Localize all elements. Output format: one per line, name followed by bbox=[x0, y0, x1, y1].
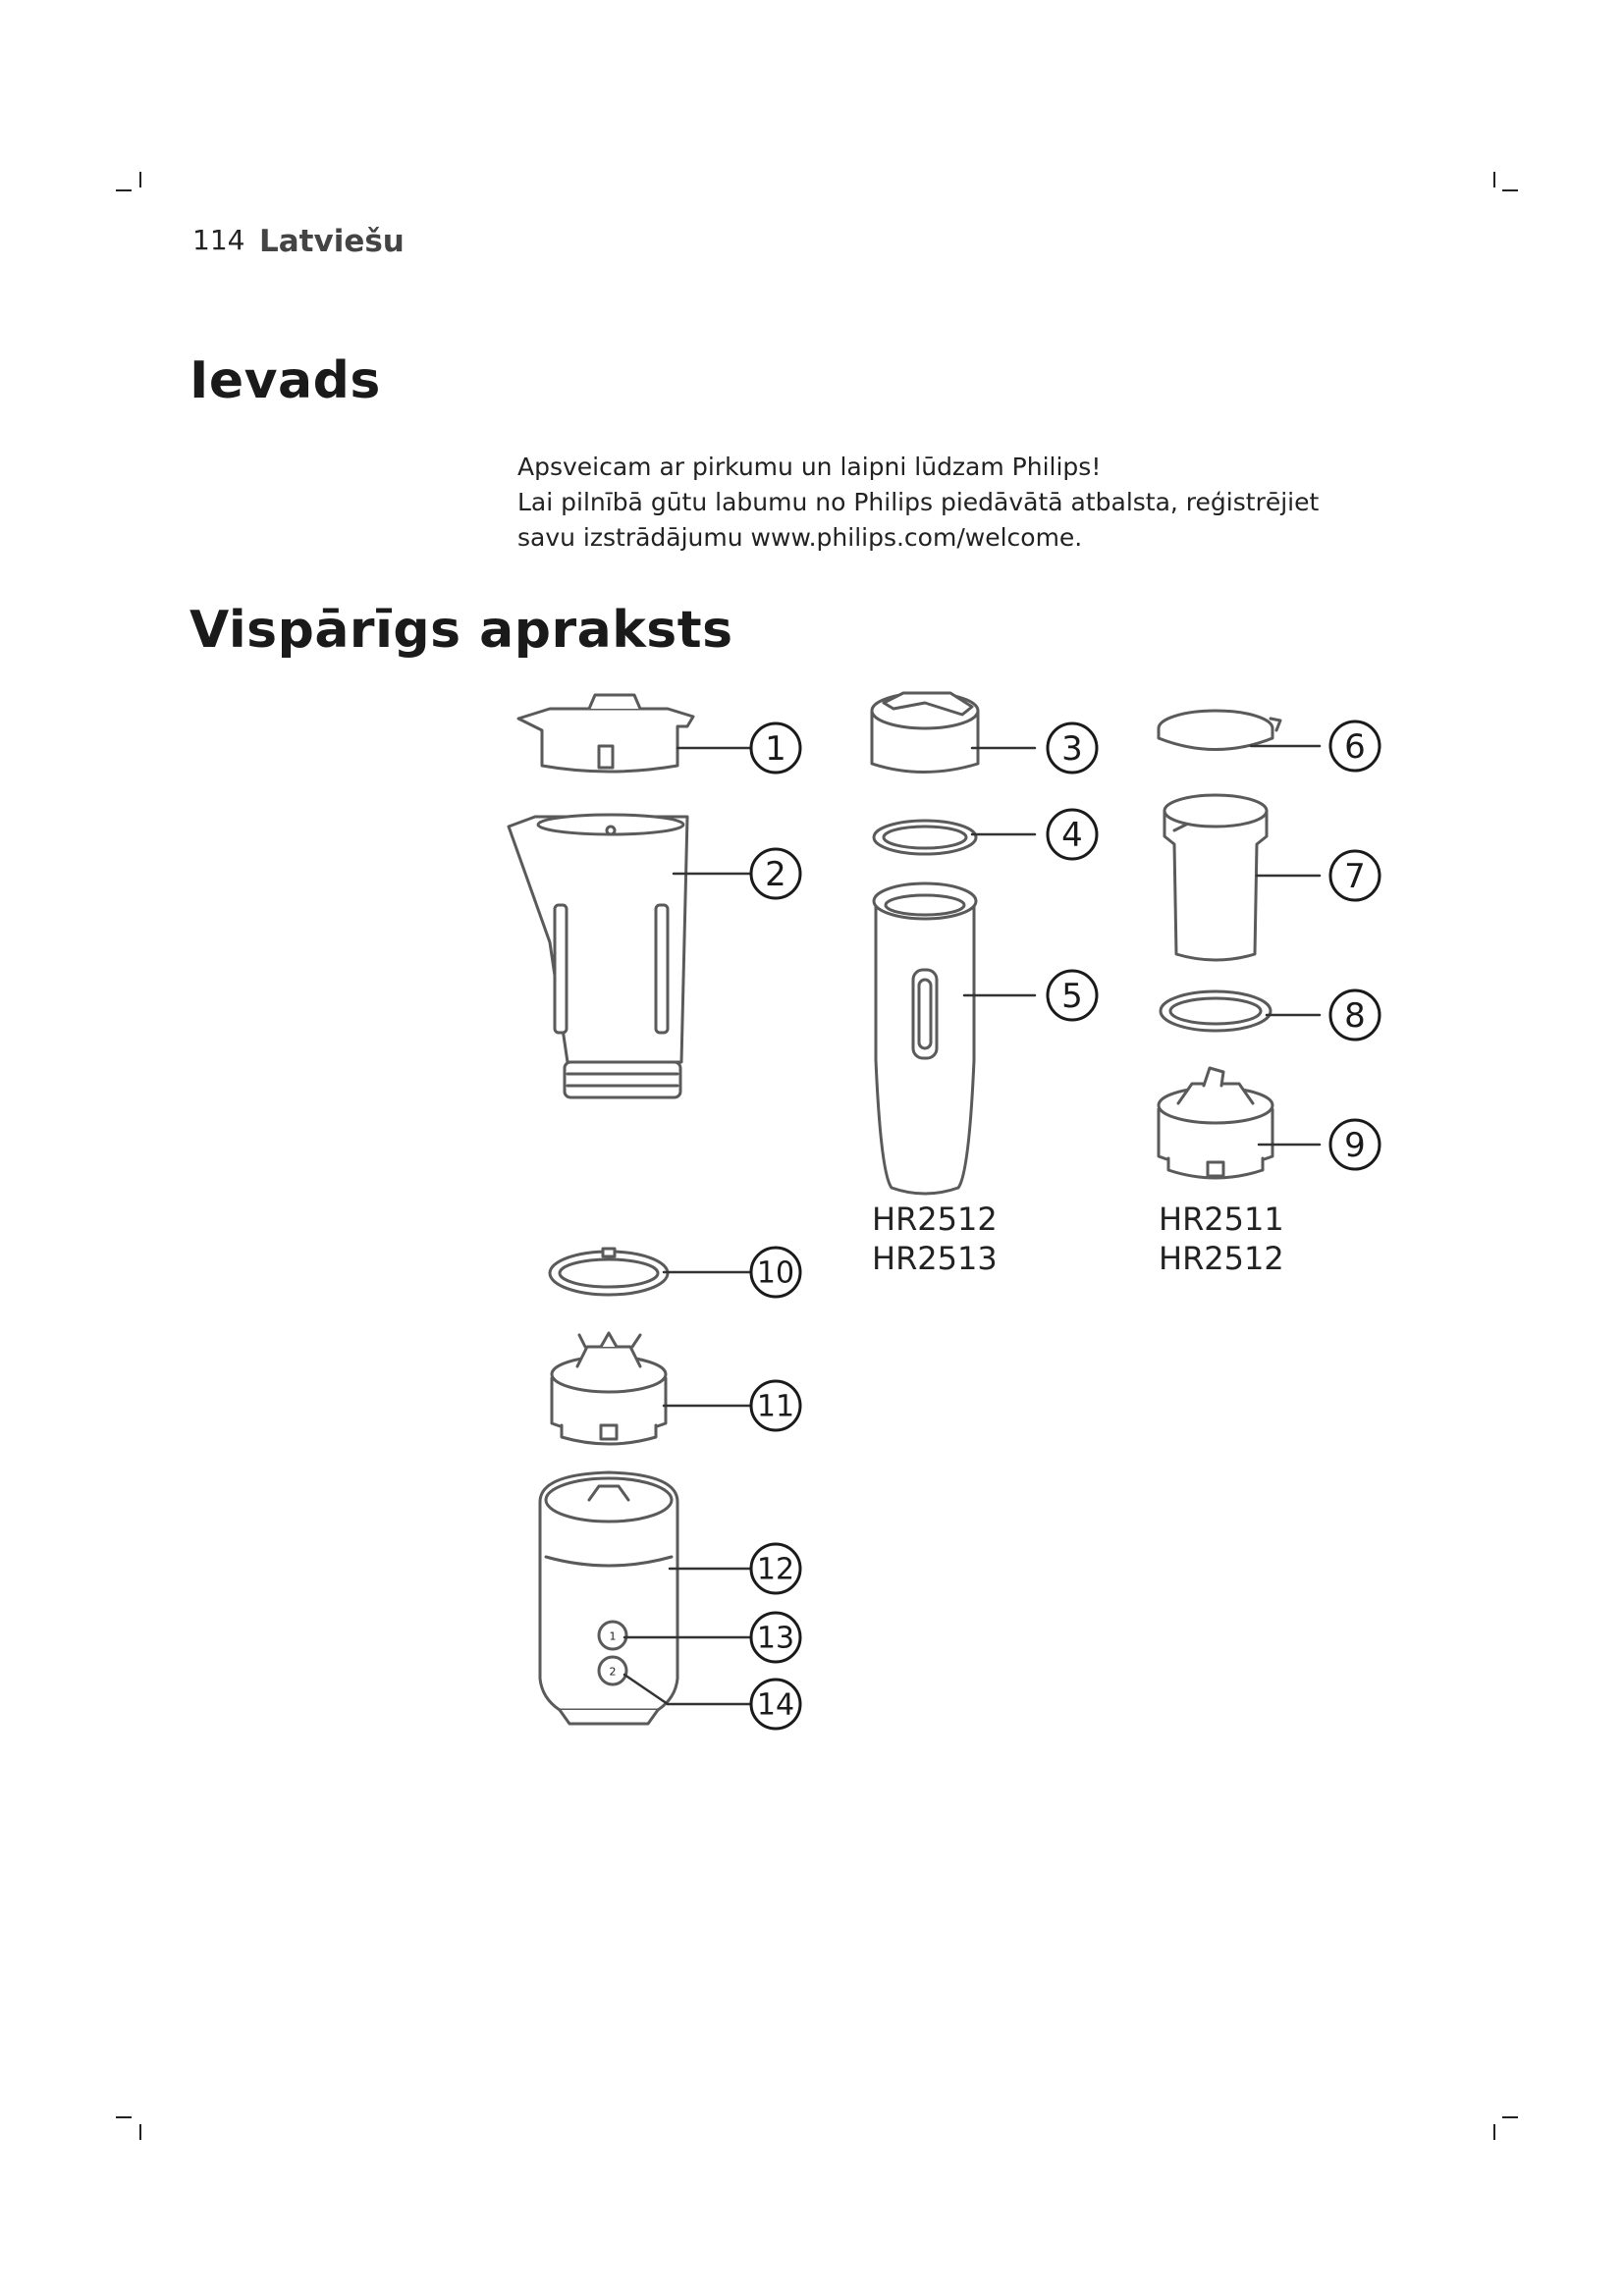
part-sealing-ring bbox=[1161, 991, 1271, 1031]
callout-number-1: 1 bbox=[765, 729, 786, 769]
model-label: HR2513 bbox=[872, 1240, 998, 1277]
callout-number-10: 10 bbox=[756, 1255, 795, 1291]
part-small-lid bbox=[1159, 711, 1280, 750]
model-label: HR2511 bbox=[1159, 1201, 1284, 1238]
model-label: HR2512 bbox=[872, 1201, 998, 1238]
button-label-1: 1 bbox=[609, 1629, 617, 1643]
intro-paragraph: Apsveicam ar pirkumu un laipni lūdzam Philips! bbox=[517, 453, 1102, 481]
part-to-go-lid bbox=[872, 693, 978, 773]
callout-number-9: 9 bbox=[1344, 1126, 1366, 1165]
callout-badges bbox=[751, 721, 1380, 1729]
model-list-cup bbox=[1159, 1200, 1284, 1278]
intro-paragraph: Lai pilnībā gūtu labumu no Philips piedāvātā atbalsta, reģistrējiet savu izstrādājumu www.philips.com/welcome. bbox=[517, 488, 1320, 552]
part-blade-unit-small bbox=[1159, 1068, 1272, 1178]
callout-number-8: 8 bbox=[1344, 996, 1366, 1036]
callout-number-12: 12 bbox=[756, 1552, 795, 1587]
model-list-bottle bbox=[872, 1200, 998, 1278]
callout-number-4: 4 bbox=[1061, 816, 1083, 855]
callout-number-13: 13 bbox=[756, 1621, 795, 1656]
part-blade-unit bbox=[552, 1333, 666, 1444]
model-label: HR2512 bbox=[1159, 1240, 1284, 1277]
callout-number-2: 2 bbox=[765, 855, 786, 894]
part-tall-bottle bbox=[874, 883, 976, 1194]
part-motor-unit bbox=[540, 1472, 677, 1724]
page-number: 114 bbox=[192, 224, 245, 256]
running-header-language: Latviešu bbox=[259, 224, 405, 259]
button-label-2: 2 bbox=[609, 1665, 617, 1679]
part-sealing-ring-small bbox=[874, 821, 976, 854]
part-blender-jar bbox=[509, 815, 687, 1097]
overview-heading: Vispārīgs apraksts bbox=[189, 601, 733, 660]
part-sealing-ring-large bbox=[550, 1249, 668, 1295]
intro-heading: Ievads bbox=[189, 351, 381, 410]
callout-number-7: 7 bbox=[1344, 857, 1366, 896]
part-jar-lid bbox=[518, 695, 693, 772]
callout-number-11: 11 bbox=[756, 1389, 795, 1424]
part-small-cup bbox=[1164, 795, 1267, 960]
callout-number-5: 5 bbox=[1061, 977, 1083, 1016]
callout-number-6: 6 bbox=[1344, 727, 1366, 767]
callout-number-3: 3 bbox=[1061, 729, 1083, 769]
callout-number-14: 14 bbox=[756, 1687, 795, 1723]
